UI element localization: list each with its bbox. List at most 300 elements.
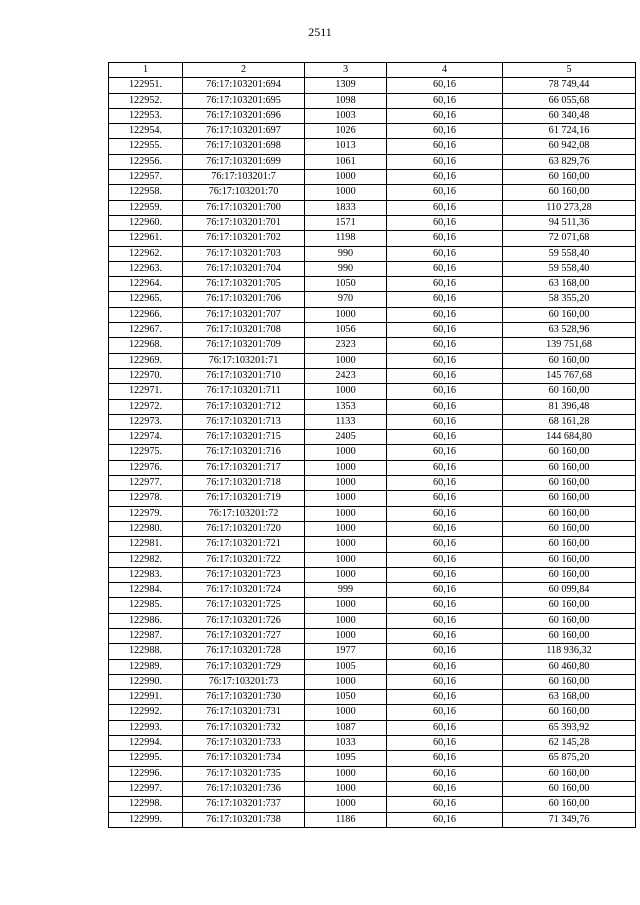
amount-cell: 144 684,80 — [503, 430, 636, 445]
amount-cell: 139 751,68 — [503, 338, 636, 353]
amount-cell: 94 511,36 — [503, 215, 636, 230]
cadastral-number-cell: 76:17:103201:706 — [183, 292, 305, 307]
table-row — [109, 628, 636, 643]
area-cell: 990 — [305, 246, 387, 261]
table-row — [109, 124, 636, 139]
row-number-cell: 122959. — [109, 200, 183, 215]
area-cell: 1571 — [305, 215, 387, 230]
amount-cell: 110 273,28 — [503, 200, 636, 215]
area-cell: 1000 — [305, 521, 387, 536]
cadastral-number-cell: 76:17:103201:733 — [183, 736, 305, 751]
cadastral-number-cell: 76:17:103201:730 — [183, 690, 305, 705]
area-cell: 970 — [305, 292, 387, 307]
amount-cell: 60 160,00 — [503, 674, 636, 689]
rate-cell: 60,16 — [387, 690, 503, 705]
cadastral-number-cell: 76:17:103201:738 — [183, 812, 305, 827]
row-number-cell: 122958. — [109, 185, 183, 200]
column-header: 5 — [503, 63, 636, 78]
table-row — [109, 751, 636, 766]
area-cell: 1003 — [305, 108, 387, 123]
rate-cell: 60,16 — [387, 124, 503, 139]
cadastral-number-cell: 76:17:103201:71 — [183, 353, 305, 368]
row-number-cell: 122970. — [109, 368, 183, 383]
rate-cell: 60,16 — [387, 491, 503, 506]
rate-cell: 60,16 — [387, 93, 503, 108]
amount-cell: 63 528,96 — [503, 323, 636, 338]
area-cell: 1353 — [305, 399, 387, 414]
table-row — [109, 491, 636, 506]
amount-cell: 60 160,00 — [503, 353, 636, 368]
cadastral-number-cell: 76:17:103201:720 — [183, 521, 305, 536]
row-number-cell: 122986. — [109, 613, 183, 628]
table-row — [109, 567, 636, 582]
cadastral-number-cell: 76:17:103201:694 — [183, 78, 305, 93]
cadastral-number-cell: 76:17:103201:713 — [183, 414, 305, 429]
area-cell: 1000 — [305, 628, 387, 643]
cadastral-number-cell: 76:17:103201:726 — [183, 613, 305, 628]
row-number-cell: 122988. — [109, 644, 183, 659]
amount-cell: 60 340,48 — [503, 108, 636, 123]
area-cell: 1000 — [305, 506, 387, 521]
amount-cell: 60 942,08 — [503, 139, 636, 154]
row-number-cell: 122957. — [109, 170, 183, 185]
page-number: 2511 — [308, 25, 332, 39]
area-cell: 1000 — [305, 797, 387, 812]
area-cell: 1000 — [305, 476, 387, 491]
rate-cell: 60,16 — [387, 261, 503, 276]
amount-cell: 60 460,80 — [503, 659, 636, 674]
row-number-cell: 122952. — [109, 93, 183, 108]
rate-cell: 60,16 — [387, 414, 503, 429]
cadastral-number-cell: 76:17:103201:712 — [183, 399, 305, 414]
cadastral-number-cell: 76:17:103201:709 — [183, 338, 305, 353]
amount-cell: 65 875,20 — [503, 751, 636, 766]
amount-cell: 59 558,40 — [503, 261, 636, 276]
table-row — [109, 812, 636, 827]
table-row — [109, 674, 636, 689]
row-number-cell: 122962. — [109, 246, 183, 261]
row-number-cell: 122975. — [109, 445, 183, 460]
row-number-cell: 122998. — [109, 797, 183, 812]
table-row — [109, 476, 636, 491]
area-cell: 1095 — [305, 751, 387, 766]
table-row — [109, 154, 636, 169]
rate-cell: 60,16 — [387, 460, 503, 475]
cadastral-number-cell: 76:17:103201:707 — [183, 307, 305, 322]
rate-cell: 60,16 — [387, 537, 503, 552]
row-number-cell: 122960. — [109, 215, 183, 230]
area-cell: 1087 — [305, 720, 387, 735]
table-row — [109, 368, 636, 383]
area-cell: 1000 — [305, 613, 387, 628]
table-row — [109, 797, 636, 812]
table-row — [109, 430, 636, 445]
area-cell: 1000 — [305, 537, 387, 552]
cadastral-number-cell: 76:17:103201:722 — [183, 552, 305, 567]
table-row — [109, 521, 636, 536]
area-cell: 1000 — [305, 552, 387, 567]
rate-cell: 60,16 — [387, 323, 503, 338]
amount-cell: 63 829,76 — [503, 154, 636, 169]
row-number-cell: 122994. — [109, 736, 183, 751]
area-cell: 1000 — [305, 766, 387, 781]
row-number-cell: 122977. — [109, 476, 183, 491]
table-row — [109, 598, 636, 613]
amount-cell: 60 160,00 — [503, 476, 636, 491]
area-cell: 1833 — [305, 200, 387, 215]
rate-cell: 60,16 — [387, 200, 503, 215]
cadastral-number-cell: 76:17:103201:718 — [183, 476, 305, 491]
table-row — [109, 307, 636, 322]
table-row — [109, 384, 636, 399]
rate-cell: 60,16 — [387, 384, 503, 399]
rate-cell: 60,16 — [387, 277, 503, 292]
amount-cell: 60 160,00 — [503, 781, 636, 796]
table-row — [109, 552, 636, 567]
row-number-cell: 122966. — [109, 307, 183, 322]
amount-cell: 68 161,28 — [503, 414, 636, 429]
amount-cell: 72 071,68 — [503, 231, 636, 246]
table-row — [109, 399, 636, 414]
area-cell: 1000 — [305, 598, 387, 613]
table-row — [109, 736, 636, 751]
rate-cell: 60,16 — [387, 292, 503, 307]
rate-cell: 60,16 — [387, 185, 503, 200]
table-row — [109, 139, 636, 154]
table-row — [109, 108, 636, 123]
amount-cell: 60 160,00 — [503, 460, 636, 475]
rate-cell: 60,16 — [387, 720, 503, 735]
amount-cell: 145 767,68 — [503, 368, 636, 383]
cadastral-number-cell: 76:17:103201:70 — [183, 185, 305, 200]
cadastral-number-cell: 76:17:103201:732 — [183, 720, 305, 735]
table-row — [109, 323, 636, 338]
row-number-cell: 122979. — [109, 506, 183, 521]
rate-cell: 60,16 — [387, 430, 503, 445]
table-row — [109, 537, 636, 552]
row-number-cell: 122981. — [109, 537, 183, 552]
amount-cell: 71 349,76 — [503, 812, 636, 827]
rate-cell: 60,16 — [387, 108, 503, 123]
row-number-cell: 122967. — [109, 323, 183, 338]
rate-cell: 60,16 — [387, 797, 503, 812]
table-row — [109, 246, 636, 261]
amount-cell: 60 160,00 — [503, 705, 636, 720]
cadastral-number-cell: 76:17:103201:705 — [183, 277, 305, 292]
area-cell: 1000 — [305, 460, 387, 475]
rate-cell: 60,16 — [387, 552, 503, 567]
rate-cell: 60,16 — [387, 353, 503, 368]
row-number-cell: 122999. — [109, 812, 183, 827]
area-cell: 1013 — [305, 139, 387, 154]
rate-cell: 60,16 — [387, 659, 503, 674]
area-cell: 1033 — [305, 736, 387, 751]
area-cell: 1000 — [305, 781, 387, 796]
cadastral-number-cell: 76:17:103201:710 — [183, 368, 305, 383]
table-row — [109, 277, 636, 292]
area-cell: 1186 — [305, 812, 387, 827]
rate-cell: 60,16 — [387, 674, 503, 689]
area-cell: 1000 — [305, 567, 387, 582]
cadastral-number-cell: 76:17:103201:704 — [183, 261, 305, 276]
cadastral-number-cell: 76:17:103201:734 — [183, 751, 305, 766]
cadastral-number-cell: 76:17:103201:724 — [183, 583, 305, 598]
row-number-cell: 122976. — [109, 460, 183, 475]
table-row — [109, 215, 636, 230]
amount-cell: 59 558,40 — [503, 246, 636, 261]
table-row — [109, 766, 636, 781]
rate-cell: 60,16 — [387, 521, 503, 536]
rate-cell: 60,16 — [387, 399, 503, 414]
amount-cell: 60 160,00 — [503, 552, 636, 567]
row-number-cell: 122982. — [109, 552, 183, 567]
area-cell: 1000 — [305, 170, 387, 185]
rate-cell: 60,16 — [387, 613, 503, 628]
column-header: 4 — [387, 63, 503, 78]
row-number-cell: 122964. — [109, 277, 183, 292]
area-cell: 2323 — [305, 338, 387, 353]
cadastral-number-cell: 76:17:103201:711 — [183, 384, 305, 399]
rate-cell: 60,16 — [387, 628, 503, 643]
cadastral-number-cell: 76:17:103201:727 — [183, 628, 305, 643]
row-number-cell: 122996. — [109, 766, 183, 781]
rate-cell: 60,16 — [387, 705, 503, 720]
row-number-cell: 122997. — [109, 781, 183, 796]
rate-cell: 60,16 — [387, 736, 503, 751]
cadastral-number-cell: 76:17:103201:735 — [183, 766, 305, 781]
row-number-cell: 122954. — [109, 124, 183, 139]
amount-cell: 60 160,00 — [503, 445, 636, 460]
rate-cell: 60,16 — [387, 307, 503, 322]
cadastral-number-cell: 76:17:103201:72 — [183, 506, 305, 521]
table-row — [109, 506, 636, 521]
row-number-cell: 122993. — [109, 720, 183, 735]
row-number-cell: 122978. — [109, 491, 183, 506]
table-row — [109, 613, 636, 628]
rate-cell: 60,16 — [387, 598, 503, 613]
area-cell: 990 — [305, 261, 387, 276]
area-cell: 1000 — [305, 491, 387, 506]
rate-cell: 60,16 — [387, 766, 503, 781]
rate-cell: 60,16 — [387, 567, 503, 582]
amount-cell: 60 160,00 — [503, 628, 636, 643]
table-row — [109, 185, 636, 200]
table-row — [109, 170, 636, 185]
table-row — [109, 292, 636, 307]
amount-cell: 60 160,00 — [503, 307, 636, 322]
area-cell: 1026 — [305, 124, 387, 139]
data-table — [108, 62, 636, 828]
amount-cell: 60 160,00 — [503, 598, 636, 613]
amount-cell: 60 160,00 — [503, 567, 636, 582]
rate-cell: 60,16 — [387, 246, 503, 261]
rate-cell: 60,16 — [387, 170, 503, 185]
row-number-cell: 122965. — [109, 292, 183, 307]
row-number-cell: 122985. — [109, 598, 183, 613]
area-cell: 1050 — [305, 690, 387, 705]
amount-cell: 60 160,00 — [503, 491, 636, 506]
area-cell: 1000 — [305, 353, 387, 368]
cadastral-number-cell: 76:17:103201:696 — [183, 108, 305, 123]
cadastral-number-cell: 76:17:103201:701 — [183, 215, 305, 230]
area-cell: 1005 — [305, 659, 387, 674]
row-number-cell: 122951. — [109, 78, 183, 93]
row-number-cell: 122974. — [109, 430, 183, 445]
rate-cell: 60,16 — [387, 445, 503, 460]
table-row — [109, 353, 636, 368]
area-cell: 1098 — [305, 93, 387, 108]
table-row — [109, 261, 636, 276]
cadastral-number-cell: 76:17:103201:725 — [183, 598, 305, 613]
cadastral-number-cell: 76:17:103201:723 — [183, 567, 305, 582]
area-cell: 2423 — [305, 368, 387, 383]
row-number-cell: 122995. — [109, 751, 183, 766]
rate-cell: 60,16 — [387, 78, 503, 93]
rate-cell: 60,16 — [387, 751, 503, 766]
amount-cell: 60 160,00 — [503, 613, 636, 628]
rate-cell: 60,16 — [387, 338, 503, 353]
cadastral-number-cell: 76:17:103201:7 — [183, 170, 305, 185]
amount-cell: 60 160,00 — [503, 384, 636, 399]
table-row — [109, 414, 636, 429]
table-row — [109, 659, 636, 674]
table-row — [109, 78, 636, 93]
row-number-cell: 122991. — [109, 690, 183, 705]
rate-cell: 60,16 — [387, 476, 503, 491]
row-number-cell: 122990. — [109, 674, 183, 689]
row-number-cell: 122953. — [109, 108, 183, 123]
table-row — [109, 720, 636, 735]
cadastral-number-cell: 76:17:103201:729 — [183, 659, 305, 674]
row-number-cell: 122989. — [109, 659, 183, 674]
cadastral-number-cell: 76:17:103201:715 — [183, 430, 305, 445]
cadastral-number-cell: 76:17:103201:737 — [183, 797, 305, 812]
rate-cell: 60,16 — [387, 154, 503, 169]
cadastral-number-cell: 76:17:103201:708 — [183, 323, 305, 338]
cadastral-number-cell: 76:17:103201:721 — [183, 537, 305, 552]
table-row — [109, 781, 636, 796]
area-cell: 999 — [305, 583, 387, 598]
rate-cell: 60,16 — [387, 215, 503, 230]
amount-cell: 81 396,48 — [503, 399, 636, 414]
amount-cell: 60 160,00 — [503, 766, 636, 781]
amount-cell: 62 145,28 — [503, 736, 636, 751]
area-cell: 2405 — [305, 430, 387, 445]
area-cell: 1198 — [305, 231, 387, 246]
rate-cell: 60,16 — [387, 812, 503, 827]
amount-cell: 61 724,16 — [503, 124, 636, 139]
area-cell: 1000 — [305, 185, 387, 200]
area-cell: 1056 — [305, 323, 387, 338]
amount-cell: 60 099,84 — [503, 583, 636, 598]
rate-cell: 60,16 — [387, 506, 503, 521]
table-row — [109, 200, 636, 215]
cadastral-number-cell: 76:17:103201:728 — [183, 644, 305, 659]
amount-cell: 63 168,00 — [503, 277, 636, 292]
rate-cell: 60,16 — [387, 781, 503, 796]
amount-cell: 65 393,92 — [503, 720, 636, 735]
table-row — [109, 231, 636, 246]
amount-cell: 60 160,00 — [503, 506, 636, 521]
amount-cell: 60 160,00 — [503, 170, 636, 185]
cadastral-number-cell: 76:17:103201:717 — [183, 460, 305, 475]
amount-cell: 66 055,68 — [503, 93, 636, 108]
row-number-cell: 122984. — [109, 583, 183, 598]
table-row — [109, 583, 636, 598]
table-row — [109, 460, 636, 475]
row-number-cell: 122980. — [109, 521, 183, 536]
area-cell: 1061 — [305, 154, 387, 169]
column-header: 2 — [183, 63, 305, 78]
row-number-cell: 122987. — [109, 628, 183, 643]
cadastral-number-cell: 76:17:103201:703 — [183, 246, 305, 261]
row-number-cell: 122969. — [109, 353, 183, 368]
row-number-cell: 122955. — [109, 139, 183, 154]
amount-cell: 58 355,20 — [503, 292, 636, 307]
area-cell: 1000 — [305, 674, 387, 689]
row-number-cell: 122956. — [109, 154, 183, 169]
table-header-row — [109, 63, 636, 78]
table-row — [109, 644, 636, 659]
amount-cell: 78 749,44 — [503, 78, 636, 93]
rate-cell: 60,16 — [387, 644, 503, 659]
area-cell: 1000 — [305, 307, 387, 322]
cadastral-number-cell: 76:17:103201:702 — [183, 231, 305, 246]
table-row — [109, 445, 636, 460]
table-row — [109, 93, 636, 108]
table-body — [109, 78, 636, 828]
column-header: 3 — [305, 63, 387, 78]
amount-cell: 60 160,00 — [503, 537, 636, 552]
area-cell: 1000 — [305, 384, 387, 399]
cadastral-number-cell: 76:17:103201:695 — [183, 93, 305, 108]
cadastral-number-cell: 76:17:103201:73 — [183, 674, 305, 689]
row-number-cell: 122968. — [109, 338, 183, 353]
area-cell: 1000 — [305, 705, 387, 720]
cadastral-number-cell: 76:17:103201:700 — [183, 200, 305, 215]
row-number-cell: 122961. — [109, 231, 183, 246]
area-cell: 1133 — [305, 414, 387, 429]
area-cell: 1000 — [305, 445, 387, 460]
cadastral-number-cell: 76:17:103201:698 — [183, 139, 305, 154]
table-row — [109, 338, 636, 353]
row-number-cell: 122992. — [109, 705, 183, 720]
amount-cell: 60 160,00 — [503, 185, 636, 200]
rate-cell: 60,16 — [387, 231, 503, 246]
cadastral-number-cell: 76:17:103201:736 — [183, 781, 305, 796]
row-number-cell: 122963. — [109, 261, 183, 276]
rate-cell: 60,16 — [387, 368, 503, 383]
area-cell: 1050 — [305, 277, 387, 292]
column-header: 1 — [109, 63, 183, 78]
amount-cell: 60 160,00 — [503, 521, 636, 536]
row-number-cell: 122971. — [109, 384, 183, 399]
row-number-cell: 122972. — [109, 399, 183, 414]
table-row — [109, 705, 636, 720]
cadastral-number-cell: 76:17:103201:699 — [183, 154, 305, 169]
cadastral-number-cell: 76:17:103201:731 — [183, 705, 305, 720]
amount-cell: 60 160,00 — [503, 797, 636, 812]
cadastral-number-cell: 76:17:103201:719 — [183, 491, 305, 506]
cadastral-number-cell: 76:17:103201:716 — [183, 445, 305, 460]
amount-cell: 118 936,32 — [503, 644, 636, 659]
row-number-cell: 122983. — [109, 567, 183, 582]
rate-cell: 60,16 — [387, 583, 503, 598]
area-cell: 1977 — [305, 644, 387, 659]
table-row — [109, 690, 636, 705]
cadastral-number-cell: 76:17:103201:697 — [183, 124, 305, 139]
rate-cell: 60,16 — [387, 139, 503, 154]
